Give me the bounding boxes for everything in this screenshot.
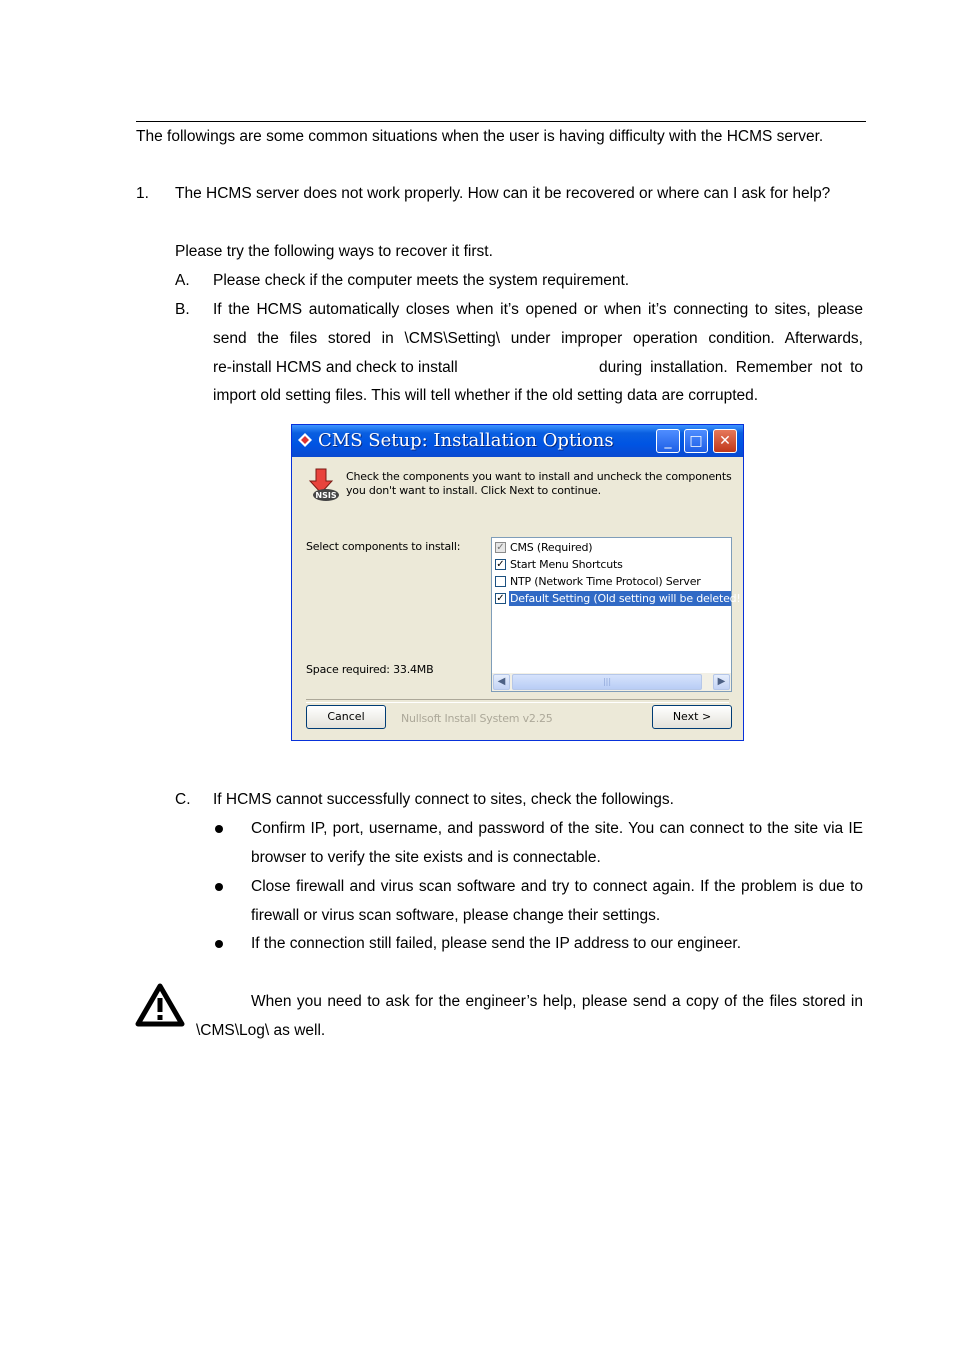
bullet-1-line1: Confirm IP, port, username, and password of the site. You can connect to the site via IE [251, 820, 863, 837]
component-label: CMS (Required) [510, 541, 593, 554]
maximize-button[interactable]: □ [684, 429, 708, 453]
nsis-brand-label: Nullsoft Install System v2.25 [401, 712, 553, 725]
installer-window [291, 424, 744, 741]
bullet-3-line1: If the connection still failed, please send the IP address to our engineer. [251, 935, 742, 952]
scroll-left-icon[interactable]: ◀ [493, 674, 510, 690]
warning-icon [135, 983, 185, 1028]
installer-header-line2: you don't want to install. Click Next to continue. [346, 484, 601, 497]
checkbox-cms-required: ✓ [496, 542, 505, 553]
checkbox-start-menu-shortcuts[interactable]: ✓ [496, 559, 505, 570]
item-b-line3b: during installation. Remember not to [599, 359, 863, 376]
installer-titlebar [292, 425, 743, 457]
component-label: NTP (Network Time Protocol) Server [510, 575, 701, 588]
item-a-letter: A. [175, 272, 190, 289]
bullet-icon [215, 825, 223, 833]
nsis-installer-icon [306, 467, 342, 503]
item-a-text: Please check if the computer meets the system requirement. [213, 272, 630, 289]
item-b-line4: import old setting files. This will tell whether if the old setting data are corrupted. [213, 387, 759, 404]
item-c-text: If HCMS cannot successfully connect to sites, check the followings. [213, 791, 674, 808]
intro-text: The followings are some common situations when the user is having difficulty with the HCMS server. [136, 128, 824, 145]
scroll-thumb[interactable]: ||| [512, 674, 702, 690]
bullet-2-line2: firewall or virus scan software, please change their settings. [251, 907, 661, 924]
header-rule [136, 121, 866, 122]
installer-app-icon [298, 433, 312, 447]
item-c-letter: C. [175, 791, 191, 808]
bullet-icon [215, 940, 223, 948]
bullet-icon [215, 883, 223, 891]
note-line2: \CMS\Log\ as well. [196, 1022, 326, 1039]
q1-lead: Please try the following ways to recover it first. [175, 243, 493, 260]
horizontal-scrollbar[interactable] [492, 673, 731, 691]
installer-title: CMS Setup: Installation Options [318, 430, 614, 451]
checkbox-ntp-server[interactable] [495, 576, 506, 587]
svg-text:NSIS: NSIS [315, 491, 337, 500]
next-button[interactable]: Next > [652, 705, 732, 729]
cancel-button[interactable]: Cancel [306, 705, 386, 729]
q1-number: 1. [136, 185, 149, 202]
note-line1: When you need to ask for the engineer’s help, please send a copy of the files stored in [251, 993, 863, 1010]
bullet-2-line1: Close firewall and virus scan software and try to connect again. If the problem is due to [251, 878, 863, 895]
footer-divider [306, 699, 729, 703]
select-components-label: Select components to install: [306, 540, 461, 553]
item-b-line1: If the HCMS automatically closes when it’s opened or when it’s connecting to sites, please [213, 301, 863, 318]
q1-question: The HCMS server does not work properly. How can it be recovered or where can I ask for help? [175, 185, 831, 202]
minimize-button[interactable]: _ [656, 429, 680, 453]
bullet-1-line2: browser to verify the site exists and is connectable. [251, 849, 601, 866]
component-label: Start Menu Shortcuts [510, 558, 623, 571]
components-list[interactable] [491, 537, 741, 692]
checkbox-default-setting[interactable]: ✓ [496, 593, 505, 604]
installer-header-line1: Check the components you want to install and uncheck the components [346, 470, 732, 483]
space-required-label: Space required: 33.4MB [306, 663, 434, 676]
item-b-line3a: re-install HCMS and check to install [213, 359, 458, 376]
item-b-line2: send the files stored in \CMS\Setting\ under improper operation condition. Afterwards, [213, 330, 863, 347]
scroll-right-icon[interactable]: ▶ [713, 674, 730, 690]
close-button[interactable]: ✕ [713, 429, 737, 453]
component-label: Default Setting (Old setting will be deleted! [510, 592, 741, 605]
item-b-letter: B. [175, 301, 190, 318]
